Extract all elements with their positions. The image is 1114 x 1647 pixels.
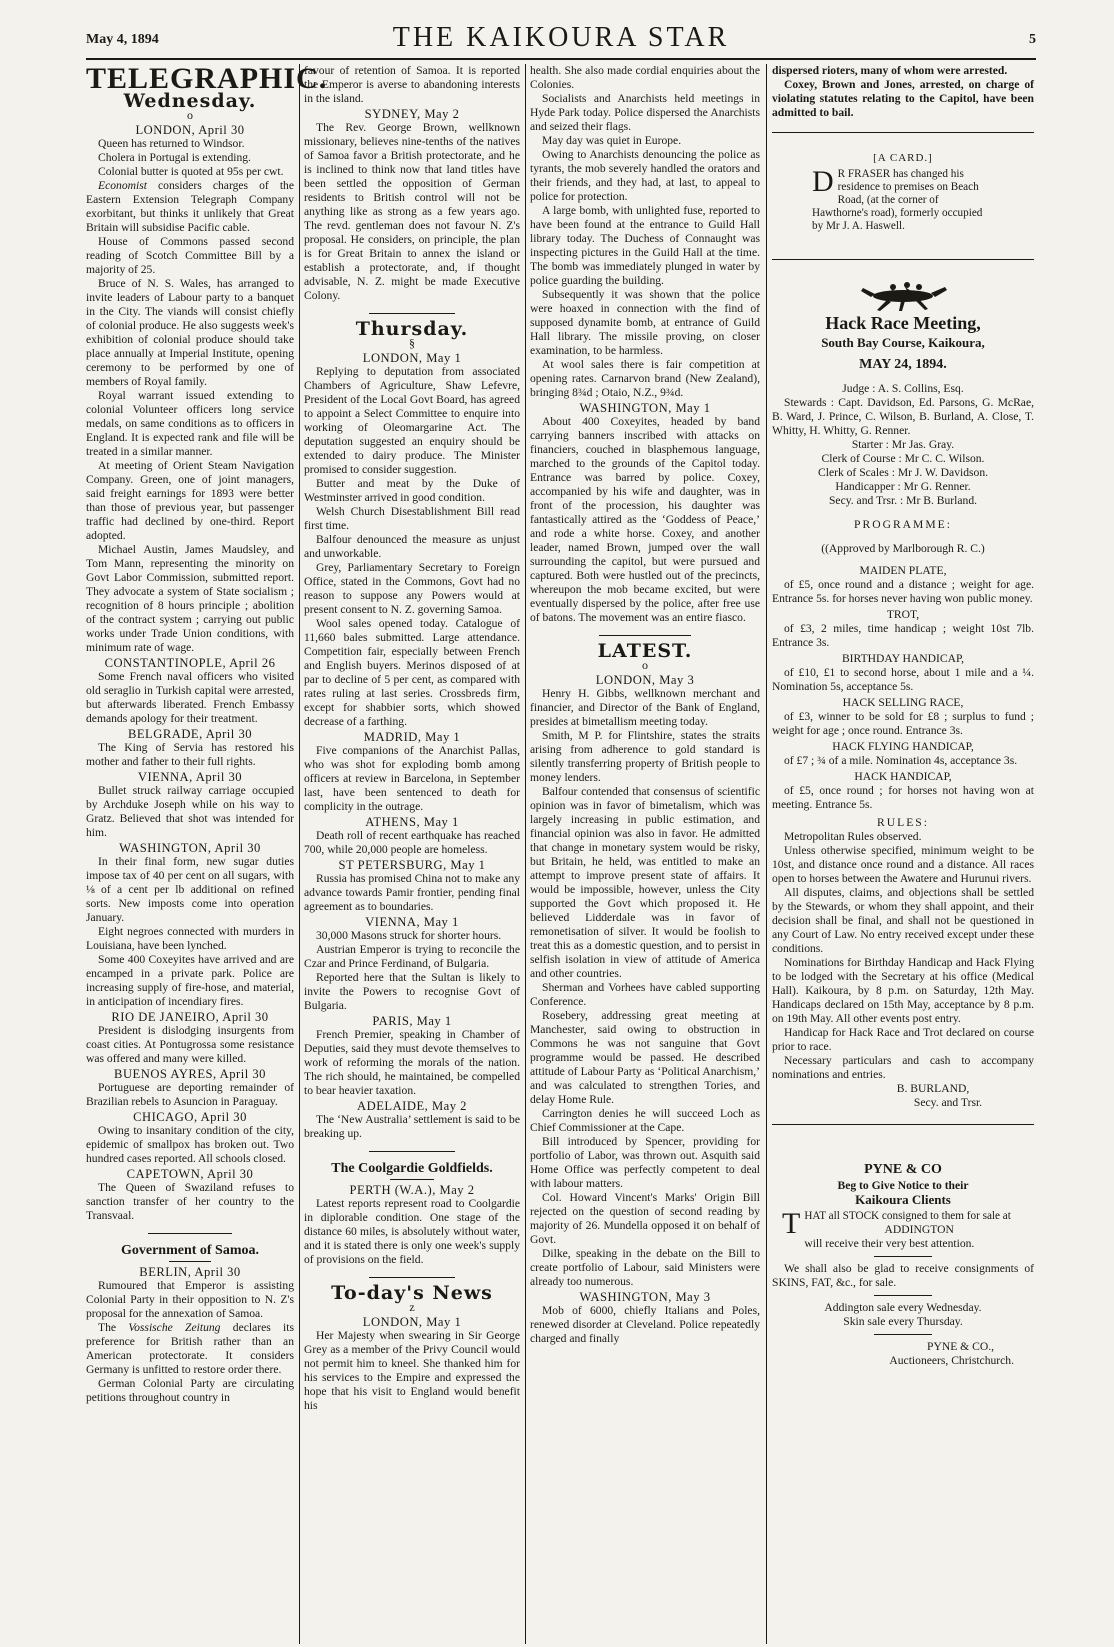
section-rule [369, 1151, 455, 1152]
fraser-card [772, 165, 1034, 233]
news-item: Balfour denounced the measure as unjust and unworkable. [304, 533, 520, 560]
masthead-rule [86, 58, 1036, 60]
section-ornament: z [409, 1300, 415, 1314]
pyne-clients: Kaikoura Clients [855, 1192, 951, 1207]
section-rule [874, 1256, 932, 1257]
stewards: Stewards : Capt. Davidson, Ed. Parsons, G. McRae, B. Ward, J. Prince, C. Wilson, B. Burland, A. Close, T. Whitty, H. Whitty, G. Renner. [772, 396, 1034, 437]
news-item: favour of retention of Samoa. It is reported the Emperor is averse to abandoning interests in the island. [304, 64, 520, 105]
section-rule [874, 1334, 932, 1335]
news-item: Henry H. Gibbs, wellknown merchant and financier, and Director of the Bank of England, presides at bimetallism meeting today. [530, 687, 760, 728]
thursday-heading: Thursday. [355, 318, 469, 340]
news-item: The ‘New Australia’ settlement is said to be breaking up. [304, 1113, 520, 1140]
news-item: The Rev. George Brown, wellknown missionary, believes nine-tenths of the natives of Samoa favor a British protectorate, and he is inclined to think now that land titles have been settled the opposition of German residents to British control will not be anything like as strong as a few years ago. The revd. gentleman does not favour N. Z's proposal. He considers, on principle, the plan is for Great Britain to annex the island or establish a protectorate, and, if thought advisable, N. Z. might be made Executive Colony. [304, 121, 520, 302]
race-name: TROT, [886, 608, 920, 621]
news-item: Michael Austin, James Maudsley, and Tom Mann, representing the minority on Govt Labor Commission, submitted report. They advocate a system of State socialism ; recognition of 8 hours principle ; abolition of the contract system ; carrying out public works under Trade Union conditions, with minimum rate of wage. [86, 543, 294, 654]
news-item: About 400 Coxeyites, headed by band carrying banners inscribed with attacks on financiers, couched in blasphemous language, marched to the grounds of the Capitol today. Entrance was barred by police. Coxey, accompanied by his wife and daughter, was in front of the procession, his daughter was fantastically attired as the ‘Goddess of Peace,’ and rode a white horse. Coxey, and another leader, named Brown, jumped over the wall surrounding the capitol, but were pursued and captured. Both were hustled out of the precincts, whereupon the mob became excited, but were eventually dispersed by the police, after free use of batons. The movement was an entire fiasco. [530, 415, 760, 624]
news-item: President is dislodging insurgents from coast cities. At Pontugrossa some resistance was offered and many were killed. [86, 1024, 294, 1065]
news-item: German Colonial Party are circulating petitions throughout country in [86, 1377, 294, 1404]
news-item: Eight negroes connected with murders in Louisiana, have been lynched. [86, 925, 294, 952]
dateline: RIO DE JANEIRO, April 30 [111, 1010, 269, 1024]
race-meeting-heading: Hack Race Meeting, [825, 313, 981, 333]
news-item: A large bomb, with unlighted fuse, reported to have been found at the entrance to Guild Hall library today. The Duchess of Connaught was inspecting pictures in the Guild Hall at the time. The bomb was immediately plunged in water by police guarding the building. [530, 204, 760, 287]
pyne-attention: will receive their very best attention. [804, 1237, 975, 1250]
pyne-heading: PYNE & CO [864, 1162, 942, 1177]
news-item: Col. Howard Vincent's Marks' Origin Bill rejected on the question of second reading by majority of 26. Mundella opposed it on behalf of Govt. [530, 1191, 760, 1246]
news-item: Russia has promised China not to make any advance towards Pamir frontier, pending final agreement as to boundaries. [304, 872, 520, 913]
section-rule [599, 635, 691, 636]
section-rule [369, 1277, 455, 1278]
race-terms: of £7 ; ¾ of a mile. Nomination 4s, acceptance 3s. [784, 754, 1018, 767]
dateline: WASHINGTON, May 3 [579, 1290, 711, 1304]
rule: All disputes, claims, and objections shall be settled by the Stewards, or whom they shall appoint, and their decision shall be final, and shall not be questioned in any Court of Law. No entry received except under these conditions. [772, 886, 1034, 955]
column-divider [525, 64, 526, 1644]
official: Handicapper : Mr G. Renner. [835, 480, 971, 493]
news-item: Sherman and Vorhees have cabled supporting Conference. [530, 981, 760, 1008]
news-item [86, 179, 294, 235]
dateline: MADRID, May 1 [363, 730, 461, 744]
race-name: HACK SELLING RACE, [842, 696, 964, 709]
race-terms: of £5, once round and a distance ; weight for age. Entrance 5s. for horses never having won public money. [772, 578, 1034, 605]
section-ornament: o [187, 108, 193, 122]
news-item: Colonial butter is quoted at 95s per cwt. [98, 165, 284, 178]
section-rule [369, 313, 455, 314]
news-item: Cholera in Portugal is extending. [98, 151, 251, 164]
race-name: BIRTHDAY HANDICAP, [841, 652, 965, 665]
section-rule [772, 259, 1034, 260]
official: Clerk of Course : Mr C. C. Wilson. [821, 452, 985, 465]
official: Clerk of Scales : Mr J. W. Davidson. [817, 466, 989, 479]
dateline: LONDON, May 1 [362, 351, 462, 365]
news-item: Subsequently it was shown that the police were hoaxed in connection with the find of supposed dynamite bomb, at entrance of Guild Hall library. The missile proving, on closer examination, to be harmless. [530, 288, 760, 357]
samoa-heading: Government of Samoa. [120, 1243, 260, 1258]
column-2 [304, 64, 520, 1644]
race-name: HACK HANDICAP, [854, 770, 952, 783]
news-item: Welsh Church Disestablishment Bill read first time. [304, 505, 520, 532]
dateline: CONSTANTINOPLE, April 26 [104, 656, 276, 670]
pyne-notice: Beg to Give Notice to their [837, 1179, 969, 1192]
news-item: Wool sales opened today. Catalogue of 11,660 bales submitted. Large attendance. Competition fair, especially between French and English buyers. Merinos disposed of at par to decline of 5 per cent, as compared with rates ruling at last series. Crossbreds firm, except for shabbier sorts, which showed decrease of a farthing. [304, 617, 520, 728]
signature-name: B. BURLAND, [896, 1082, 970, 1095]
dateline: LONDON, May 3 [595, 673, 695, 687]
card-text: R FRASER has changed his residence to premises on Beach Road, (at the corner of Hawthorne's road), formerly occupied by Mr J. A. Haswell. [812, 168, 983, 232]
news-item: health. She also made cordial enquiries about the Colonies. [530, 64, 760, 91]
page-number: 5 [1029, 32, 1036, 47]
pyne-auctioneers: Auctioneers, Christchurch. [889, 1354, 1014, 1367]
race-course: South Bay Course, Kaikoura, [821, 335, 985, 350]
official: Starter : Mr Jas. Gray. [851, 438, 955, 451]
rule: Necessary particulars and cash to accompany nominations and entries. [772, 1054, 1034, 1081]
news-item: In their final form, new sugar duties impose tax of 40 per cent on all sugars, with ⅛ of a cent per lb additional on refined sorts. New imposts come into operation January. [86, 855, 294, 924]
news-item-text: declares its preference for British rather than an American protectorate. It considers Germany is unfitted to restore order there. [86, 1321, 294, 1376]
news-item: Reported here that the Sultan is likely to invite the Powers to recognise Govt of Bulgaria. [304, 971, 520, 1012]
rule: Metropolitan Rules observed. [784, 830, 922, 843]
section-rule [772, 132, 1034, 133]
pyne-signature: PYNE & CO., [927, 1340, 994, 1353]
column-1 [86, 62, 328, 1644]
issue-date: May 4, 1894 [86, 32, 159, 47]
drop-cap: D [812, 165, 834, 198]
pyne-addington: ADDINGTON [884, 1223, 954, 1236]
race-date: MAY 24, 1894. [859, 357, 947, 372]
dateline: BERLIN, April 30 [139, 1265, 241, 1279]
section-rule [772, 1124, 1034, 1125]
rule: Nominations for Birthday Handicap and Hack Flying to be lodged with the Secretary at his office (Medical Hall). Kaikoura, by 8 p.m. on Saturday, 12th May. Handicaps declared on 15th May, acceptance by 8 p.m. on 19th May. All other events post entry. [772, 956, 1034, 1025]
official: Secy. and Trsr. : Mr B. Burland. [828, 494, 978, 507]
news-item: Balfour contended that consensus of scientific opinion was in favor of bimetalism, which was largely increasing in public estimation, and financial opinion was also in favor. He admitted that change in monetary system would be risky, but Britain, he held, was entitled to make an attempt to improve present state of affairs. It would be impossible, however, unless the City supported the Govt which proposed it. He believed Lidderdale was in favor of remonetisation of silver. It would be foolish to treat this as a domestic question, and to persist in selfish isolation in view of attitude of America and other countries. [530, 785, 760, 980]
section-rule [169, 1261, 211, 1262]
dateline: PERTH (W.A.), May 2 [349, 1183, 475, 1197]
news-item: At wool sales there is fair competition at opening rates. Carnarvon brand (New Zealand), bringing 8¾d ; Otaio, N.Z., 9¾d. [530, 358, 760, 399]
dateline: WASHINGTON, May 1 [579, 401, 711, 415]
news-item: 30,000 Masons struck for shorter hours. [316, 929, 502, 942]
race-name: MAIDEN PLATE, [859, 564, 947, 577]
news-item-text: considers charges of the Eastern Extension Telegraph Company exorbitant, but thinks it unlikely that Great Britain will subsidise Pacific cable. [86, 179, 294, 234]
column-divider [299, 64, 300, 1644]
coolgardie-heading: The Coolgardie Goldfields. [331, 1161, 493, 1176]
telegraphic-headline: TELEGRAPHIC. [86, 62, 328, 95]
news-item: Rosebery, addressing great meeting at Manchester, said owing to obstruction in Commons he was not sanguine that Govt programme would be passed. He described attitude of Labour Party as ‘Political Anarchism,’ and was calculated to strengthen Tories, and delay Home Rule. [530, 1009, 760, 1106]
news-item: Queen has returned to Windsor. [98, 137, 245, 150]
news-item: Mob of 6000, chiefly Italians and Poles, renewed disorder at Cleveland. Police repeatedly charged and finally [530, 1304, 760, 1345]
rules-heading: RULES: [877, 816, 929, 829]
column-divider [766, 64, 767, 1644]
section-rule [874, 1295, 932, 1296]
news-item: French Premier, speaking in Chamber of Deputies, said they must devote themselves to work of reforming the morals of the nation. The rich should, he maintained, be compelled to bear heavier taxation. [304, 1028, 520, 1097]
dateline: VIENNA, May 1 [365, 915, 459, 929]
dateline: CAPETOWN, April 30 [126, 1167, 254, 1181]
pyne-sale: Addington sale every Wednesday. [824, 1301, 982, 1314]
news-item: Royal warrant issued extending to colonial Volunteer officers long service medals, on same conditions as to officers in England. It is expected rank and file will be treated in a similar manner. [86, 389, 294, 458]
dateline: WASHINGTON, April 30 [119, 841, 261, 855]
race-terms: of £3, 2 miles, time handicap ; weight 10st 7lb. Entrance 3s. [772, 622, 1034, 649]
dateline: LONDON, April 30 [135, 123, 245, 137]
news-item: Socialists and Anarchists held meetings in Hyde Park today. Police dispersed the Anarchists and seized their flags. [530, 92, 760, 133]
drop-cap: T [782, 1207, 801, 1240]
news-item: Some 400 Coxeyites have arrived and are encamped in a private park. Police are increasing supply of fire-hose, and material, in anticipation of incendiary fires. [86, 953, 294, 1008]
dateline: ST PETERSBURG, May 1 [338, 858, 486, 872]
news-item: Owing to insanitary condition of the city, epidemic of smallpox has broken out. Two hundred cases reported. All schools closed. [86, 1124, 294, 1165]
pyne-glad: We shall also be glad to receive consignments of SKINS, FAT, &c., for sale. [772, 1262, 1034, 1289]
news-item: dispersed rioters, many of whom were arrested. [772, 64, 1008, 77]
news-item: Five companions of the Anarchist Pallas, who was shot for exploding bomb among officers at review in Barcelona, in September last, have been sentenced to death for complicity in the outrage. [304, 744, 520, 813]
news-item: Her Majesty when swearing in Sir George Grey as a member of the Privy Council would not permit him to kneel. She thanked him for his services to the Empire and expressed the hope that his visit to England would benefit his [304, 1329, 520, 1412]
card-label: [A CARD.] [873, 152, 933, 164]
news-item-text: The [98, 1321, 129, 1334]
latest-heading: LATEST. [597, 640, 693, 662]
publication-name: Vossische Zeitung [128, 1321, 221, 1334]
section-ornament: § [409, 336, 415, 350]
racehorses-icon [857, 278, 949, 312]
pyne-stock: HAT all STOCK consigned to them for sale at [804, 1210, 1011, 1222]
column-4 [772, 64, 1034, 1644]
news-item: Portuguese are deporting remainder of Brazilian rebels to Asuncion in Paraguay. [86, 1081, 294, 1108]
dateline: VIENNA, April 30 [137, 770, 243, 784]
news-item: At meeting of Orient Steam Navigation Company. Green, one of joint managers, said freight earnings for 1893 were better than those of previous year, but passenger traffic had declined by one-third. Report adopted. [86, 459, 294, 542]
official: Judge : A. S. Collins, Esq. [842, 382, 964, 395]
newspaper-name: THE KAIKOURA STAR [392, 22, 730, 53]
news-item: Owing to Anarchists denouncing the police as tyrants, the mob severely handled the orators and their friends, and they had, at last, to appeal to police for protection. [530, 148, 760, 203]
news-item: Replying to deputation from associated Chambers of Agriculture, Shaw Lefevre, President of the Local Govt Board, has agreed to appoint a Select Committee to enquire into working of Oleomargarine Act. The deputation suggested an enquiry should be extended to dairy produce. The Minister promised to consider suggestion. [304, 365, 520, 476]
masthead [86, 8, 1036, 53]
news-item: May day was quiet in Europe. [542, 134, 682, 147]
pyne-sale: Skin sale every Thursday. [843, 1315, 963, 1328]
approval-note: ((Approved by Marlborough R. C.) [821, 542, 985, 555]
rule: Handicap for Hack Race and Trot declared on course prior to race. [772, 1026, 1034, 1053]
dateline: ADELAIDE, May 2 [357, 1099, 467, 1113]
dateline: ATHENS, May 1 [365, 815, 459, 829]
news-item: Dilke, speaking in the debate on the Bill to create portfolio of Labour, said Ministers were already too numerous. [530, 1247, 760, 1288]
race-terms: of £3, winner to be sold for £8 ; surplus to fund ; weight for age ; once round. Entrance 3s. [772, 710, 1034, 737]
news-item: Smith, M P. for Flintshire, states the straits arising from adherence to gold standard is silently transferring property of British people to money lenders. [530, 729, 760, 784]
news-item: Austrian Emperor is trying to reconcile the Czar and Prince Ferdinand, of Bulgaria. [304, 943, 520, 970]
publication-name: Economist [98, 179, 147, 192]
programme-heading: PROGRAMME: [854, 518, 952, 531]
news-item: Coxey, Brown and Jones, arrested, on charge of violating statutes relating to the Capitol, have been admitted to bail. [772, 78, 1034, 119]
rule: Unless otherwise specified, minimum weight to be 10st, and distance once round and a distance. All races open to horses between the Awatere and Hurunui rivers. [772, 844, 1034, 885]
todays-news-heading: To-day's News [331, 1282, 493, 1304]
dateline: CHICAGO, April 30 [133, 1110, 247, 1124]
news-item: Bill introduced by Spencer, providing for portfolio of Labor, was thrown out. Asquith said Home Office was perfectly competent to deal with labour matters. [530, 1135, 760, 1190]
section-rule [390, 1179, 433, 1180]
section-ornament: o [642, 658, 648, 672]
dateline: BELGRADE, April 30 [127, 727, 253, 741]
news-item: The King of Servia has restored his mother and father to their full rights. [86, 741, 294, 768]
dateline: BUENOS AYRES, April 30 [114, 1067, 266, 1081]
dateline: SYDNEY, May 2 [364, 107, 460, 121]
news-item: Some French naval officers who visited old seraglio in Turkish capital were arrested, but afterwards liberated. French Embassy demands apology for their treatment. [86, 670, 294, 725]
news-item: Carrington denies he will succeed Loch as Chief Commissioner at the Cape. [530, 1107, 760, 1134]
race-name: HACK FLYING HANDICAP, [832, 740, 974, 753]
section-rule [148, 1233, 231, 1234]
news-item: The Queen of Swaziland refuses to sanction transfer of her country to the Transvaal. [86, 1181, 294, 1222]
signature-title: Secy. and Trsr. [913, 1096, 983, 1109]
race-terms: of £5, once round ; for horses not having won at meeting. Entrance 5s. [772, 784, 1034, 811]
news-item: Death roll of recent earthquake has reached 700, while 20,000 people are homeless. [304, 829, 520, 856]
dateline: LONDON, May 1 [362, 1315, 462, 1329]
news-item: Butter and meat by the Duke of Westminster arrived in good condition. [304, 477, 520, 504]
news-item: Bullet struck railway carriage occupied by Archduke Joseph while on his way to Gratz. Believed that shot was intended for him. [86, 784, 294, 839]
race-terms: of £10, £1 to second horse, about 1 mile and a ¼. Nomination 5s, acceptance 5s. [772, 666, 1034, 693]
news-item: Latest reports represent road to Coolgardie in diplorable condition. One stage of the distance 60 miles, is absolutely without water, and it is stated there is only one week's supply of provisions on the field. [304, 1197, 520, 1266]
news-item: Grey, Parliamentary Secretary to Foreign Office, stated in the Commons, Govt had no reason to suppose any Powers would at present consent to N. Z. governing Samoa. [304, 561, 520, 616]
news-item [86, 1321, 294, 1377]
wednesday-heading: Wednesday. [123, 90, 257, 112]
dateline: PARIS, May 1 [372, 1014, 452, 1028]
news-item: House of Commons passed second reading of Scotch Committee Bill by a majority of 25. [86, 235, 294, 276]
column-3 [530, 64, 760, 1644]
news-item: Bruce of N. S. Wales, has arranged to invite leaders of Labour party to a banquet in the City. The viands will consist chiefly of colonial produce. He also suggests week's exhibition of colonial produce should take place annually at Imperial Institute, opening ceremony to be performed by one of members of Royal family. [86, 277, 294, 388]
news-item: Rumoured that Emperor is assisting Colonial Party in their opposition to N. Z's proposal for the annexation of Samoa. [86, 1279, 294, 1320]
